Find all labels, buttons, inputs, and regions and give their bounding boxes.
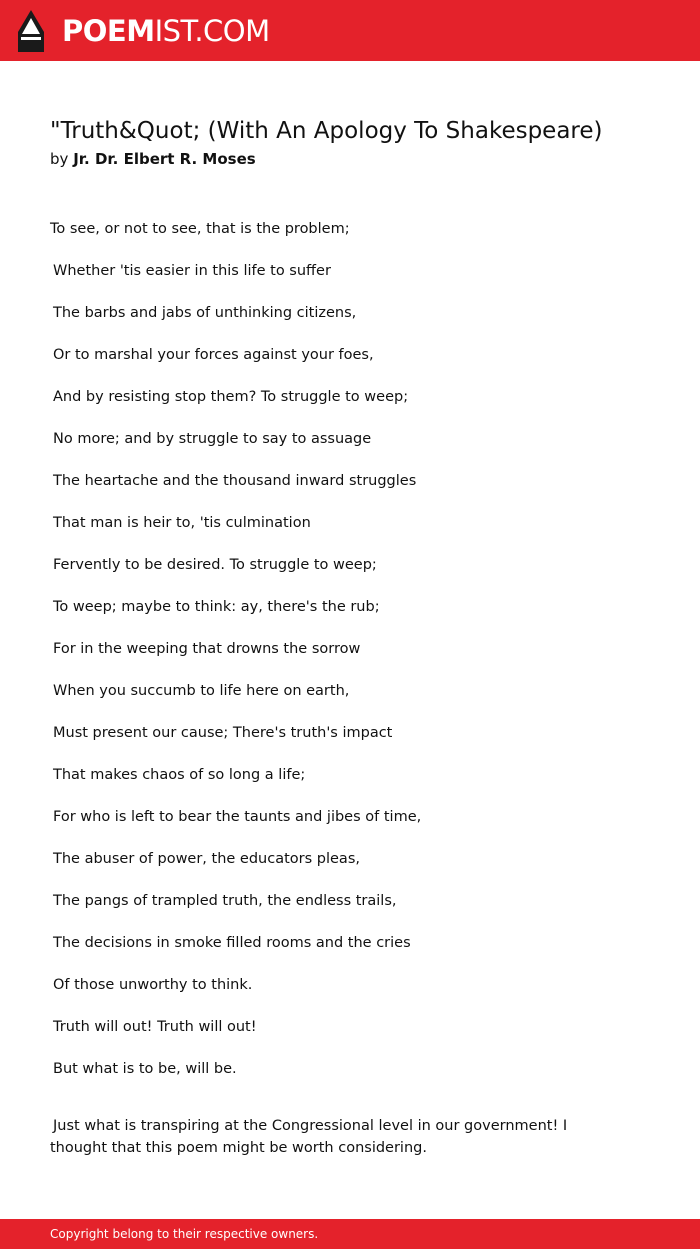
poem-line: The abuser of power, the educators pleas, bbox=[53, 851, 360, 867]
brand-light-text: IST.COM bbox=[154, 14, 270, 48]
poem-line: Truth will out! Truth will out! bbox=[53, 1019, 257, 1035]
poem-line: Or to marshal your forces against your foes, bbox=[53, 347, 374, 363]
poem-line: Whether 'tis easier in this life to suffer bbox=[53, 263, 331, 279]
author-note: Just what is transpiring at the Congressional level in our government! I thought that this poem might be worth considering. bbox=[50, 1117, 568, 1156]
poem-line: To weep; maybe to think: ay, there's the rub; bbox=[53, 599, 380, 615]
author-name[interactable]: Jr. Dr. Elbert R. Moses bbox=[73, 150, 256, 168]
poem-line: When you succumb to life here on earth, bbox=[53, 683, 350, 699]
copyright-text: Copyright belong to their respective owners. bbox=[50, 1227, 319, 1241]
site-header bbox=[0, 0, 700, 61]
poem-line: The barbs and jabs of unthinking citizens, bbox=[53, 305, 357, 321]
poem-line: That man is heir to, 'tis culmination bbox=[53, 515, 311, 531]
poem-line: The heartache and the thousand inward struggles bbox=[53, 473, 417, 489]
by-label: by bbox=[50, 150, 69, 168]
pencil-icon[interactable] bbox=[18, 10, 44, 52]
poem-line: But what is to be, will be. bbox=[53, 1061, 237, 1077]
poem-line: The pangs of trampled truth, the endless trails, bbox=[53, 893, 397, 909]
site-footer bbox=[0, 1219, 700, 1249]
poem-line: Fervently to be desired. To struggle to weep; bbox=[53, 557, 377, 573]
poem-line: Must present our cause; There's truth's impact bbox=[53, 725, 393, 741]
poem-line: For who is left to bear the taunts and jibes of time, bbox=[53, 809, 422, 825]
poem-line: Of those unworthy to think. bbox=[53, 977, 253, 993]
byline bbox=[50, 148, 256, 170]
site-logo[interactable] bbox=[62, 12, 270, 50]
poem-line: And by resisting stop them? To struggle to weep; bbox=[53, 389, 409, 405]
poem-line: The decisions in smoke filled rooms and the cries bbox=[53, 935, 411, 951]
poem-line: To see, or not to see, that is the problem; bbox=[50, 221, 350, 237]
poem-line: That makes chaos of so long a life; bbox=[53, 767, 306, 783]
poem-line: No more; and by struggle to say to assuage bbox=[53, 431, 372, 447]
poem-title: "Truth&Quot; (With An Apology To Shakespeare) bbox=[50, 118, 603, 144]
poem-body bbox=[50, 218, 650, 1100]
poem-line: For in the weeping that drowns the sorrow bbox=[53, 641, 361, 657]
brand-bold-text: POEM bbox=[62, 14, 155, 48]
